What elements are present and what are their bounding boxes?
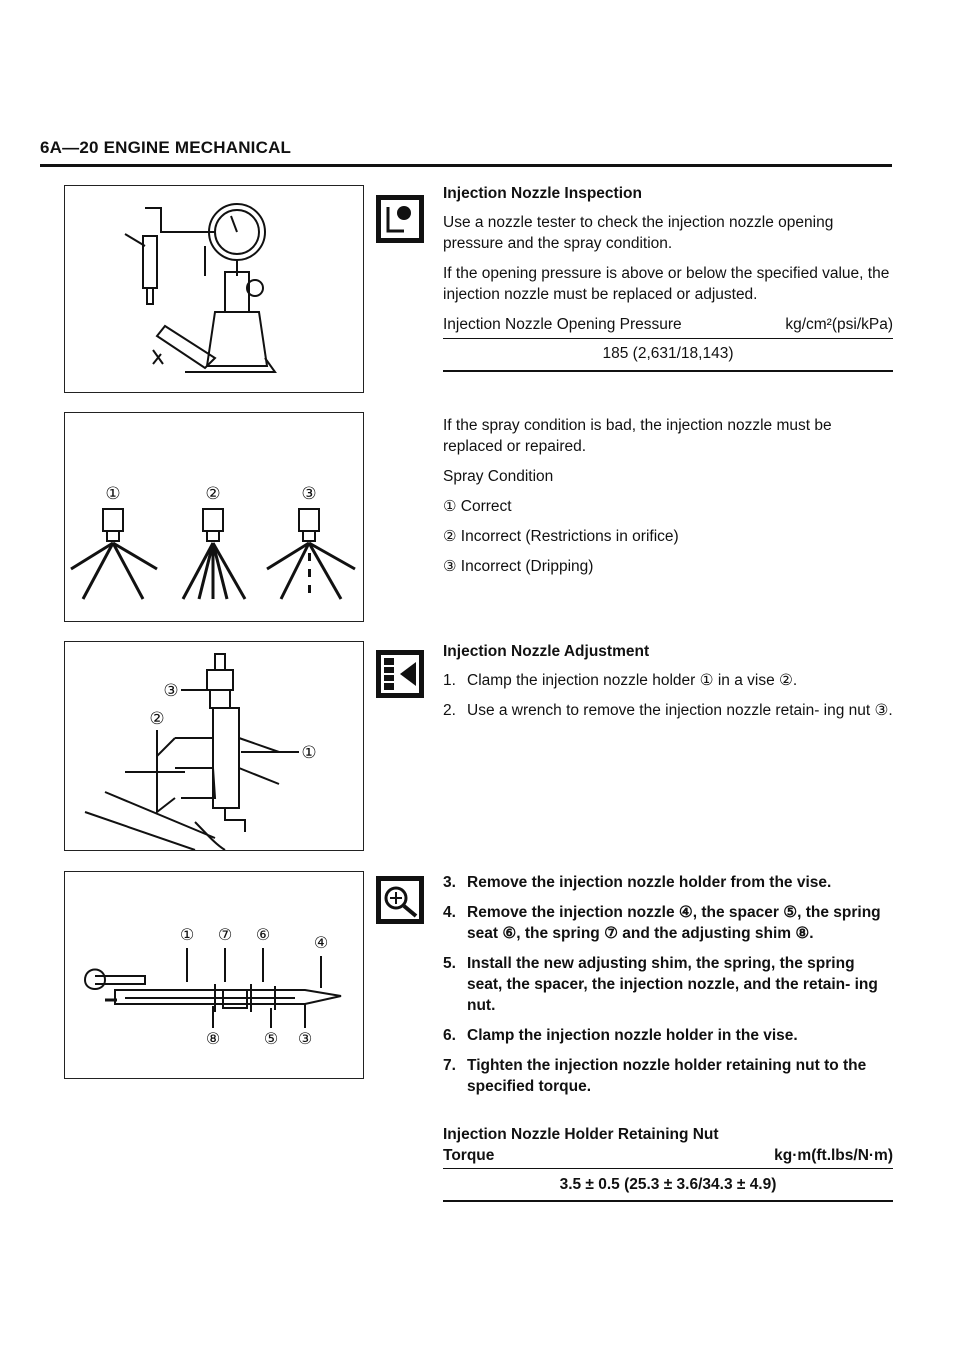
torque-value: 3.5 ± 0.5 (25.3 ± 3.6/34.3 ± 4.9) — [443, 1169, 893, 1202]
step-2: 2. Use a wrench to remove the injection nozzle retain- ing nut ③. — [443, 702, 893, 719]
nozzle-cross-section-figure — [64, 871, 364, 1079]
nozzle-tester-figure — [64, 185, 364, 393]
spray-item-correct: ① Correct — [443, 497, 512, 515]
section-label-3: ③ — [297, 1029, 313, 1048]
disassembly-icon — [374, 874, 426, 926]
torque-unit: kg·m(ft.lbs/N·m) — [774, 1147, 893, 1164]
section-label-8: ⑧ — [205, 1029, 221, 1048]
vise-label-nut: ③ — [163, 681, 179, 701]
step-4: 4. Remove the injection nozzle ④, the spacer ⑤, the spring seat ⑥, the spring ⑦ and the adjusting shim ⑧. — [443, 904, 881, 942]
inspection-paragraph-1: Use a nozzle tester to check the injection nozzle opening pressure and the spray condition. — [443, 214, 834, 252]
step-5: 5. Install the new adjusting shim, the spring, the spring seat, the spacer, the injection nozzle, and the retain- ing nut. — [443, 955, 878, 1014]
spray-condition-illustration — [65, 413, 363, 621]
nozzle-cross-section-illustration — [65, 872, 363, 1078]
vise-label-vise: ② — [149, 709, 165, 729]
adjustment-steps — [443, 670, 893, 721]
step-1: 1. Clamp the injection nozzle holder ① in a vise ②. — [443, 672, 798, 689]
section-label-5: ⑤ — [263, 1029, 279, 1048]
disassembly-section — [443, 872, 893, 1106]
spray-intro: If the spray condition is bad, the injection nozzle must be replaced or repaired. — [443, 417, 832, 455]
torque-spec-row — [443, 1145, 893, 1169]
spray-section — [443, 415, 893, 586]
torque-label-line-2: Torque — [443, 1147, 495, 1164]
step-3: 3. Remove the injection nozzle holder from the vise. — [443, 874, 832, 891]
disassembly-steps — [443, 872, 893, 1097]
section-label-4: ④ — [313, 933, 329, 952]
adjustment-icon — [374, 648, 426, 700]
adjustment-section — [443, 641, 893, 730]
opening-pressure-spec-row — [443, 314, 893, 339]
section-label-7: ⑦ — [217, 925, 233, 944]
torque-label-line-1: Injection Nozzle Holder Retaining Nut — [443, 1126, 719, 1143]
spray-heading: Spray Condition — [443, 468, 554, 485]
opening-pressure-value: 185 (2,631/18,143) — [443, 339, 893, 372]
opening-pressure-label: Injection Nozzle Opening Pressure — [443, 316, 682, 333]
vise-label-holder: ① — [301, 743, 317, 763]
page-header — [40, 138, 892, 167]
spray-item-dripping: ③ Incorrect (Dripping) — [443, 557, 594, 575]
adjustment-title: Injection Nozzle Adjustment — [443, 643, 650, 660]
torque-spec — [443, 1124, 893, 1202]
spray-label-3: ③ — [301, 484, 317, 504]
inspection-paragraph-2: If the opening pressure is above or below the specified value, the injection nozzle must be replaced or adjusted. — [443, 265, 890, 303]
section-label-6: ⑥ — [255, 925, 271, 944]
opening-pressure-unit: kg/cm²(psi/kPa) — [785, 316, 893, 333]
inspection-title: Injection Nozzle Inspection — [443, 185, 642, 202]
vise-figure — [64, 641, 364, 851]
section-label-1: ① — [179, 925, 195, 944]
vise-illustration — [65, 642, 363, 850]
page-title: 6A—20 ENGINE MECHANICAL — [40, 138, 292, 157]
nozzle-tester-illustration — [65, 186, 363, 392]
spray-item-restricted: ② Incorrect (Restrictions in orifice) — [443, 527, 679, 545]
step-6: 6. Clamp the injection nozzle holder in the vise. — [443, 1027, 798, 1044]
spray-label-1: ① — [105, 484, 121, 504]
spray-condition-figure — [64, 412, 364, 622]
inspection-icon — [374, 193, 426, 245]
inspection-section — [443, 183, 893, 372]
spray-label-2: ② — [205, 484, 221, 504]
step-7: 7. Tighten the injection nozzle holder retaining nut to the specified torque. — [443, 1057, 867, 1095]
